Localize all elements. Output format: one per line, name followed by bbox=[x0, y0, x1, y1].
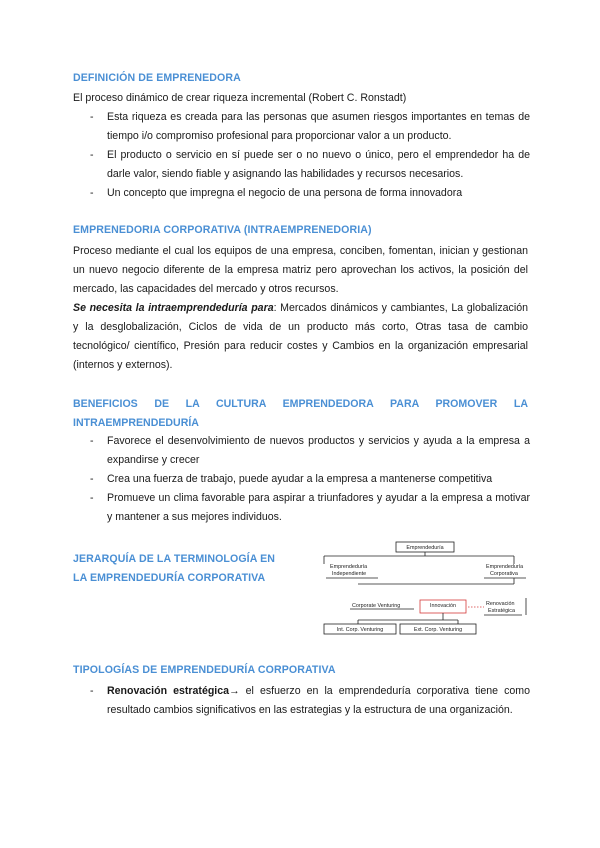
heading-corporativa: EMPRENEDORIA CORPORATIVA (INTRAEMPRENEDORIA) bbox=[73, 224, 372, 236]
beneficios-list bbox=[90, 432, 530, 527]
diagram-label-bottom-left: Int. Corp. Venturing bbox=[336, 627, 384, 633]
definicion-intro: El proceso dinámico de crear riqueza incremental (Robert C. Ronstadt) bbox=[73, 92, 407, 104]
arrow-icon: → bbox=[229, 685, 240, 697]
renovacion-lead: Renovación estratégica bbox=[107, 685, 230, 697]
diagram-label-mid-center: Innovación bbox=[429, 603, 457, 609]
list-item: - Crea una fuerza de trabajo, puede ayudar a la empresa a mantenerse competitiva bbox=[90, 470, 530, 489]
diagram-label-mid-right: Renovación bbox=[486, 601, 515, 607]
list-item: - Esta riqueza es creada para las personas que asumen riesgos importantes en temas de tiempo i/o compromiso profesional para proporcionar valor a un producto. bbox=[90, 108, 530, 146]
list-item: - Favorece el desenvolvimiento de nuevos productos y servicios y ayuda a la empresa a expandirse y crecer bbox=[90, 432, 530, 470]
diagram-label-left2: Independiente bbox=[332, 571, 367, 577]
list-item: - Un concepto que impregna el negocio de una persona de forma innovadora bbox=[90, 184, 530, 203]
corporativa-paragraph: Proceso mediante el cual los equipos de una empresa, conciben, fomentan, inician y gestionan un nuevo negocio diferente de la empresa matriz pero aprovechan los activos, la posición del mercado, las capacidades del mercado y otros recursos. bbox=[73, 245, 528, 295]
heading-beneficios: BENEFICIOS DE LA CULTURA EMPRENDEDORA PARA PROMOVER LA INTRAEMPRENDEDURÍA bbox=[73, 398, 528, 429]
heading-jerarquia bbox=[73, 550, 275, 588]
heading-jerarquia-line2: LA EMPRENDEDURÍA CORPORATIVA bbox=[73, 572, 266, 584]
heading-jerarquia-line1: JERARQUÍA DE LA TERMINOLOGÍA EN bbox=[73, 553, 276, 565]
heading-tipologias: TIPOLOGÍAS DE EMPRENDEDURÍA CORPORATIVA bbox=[73, 664, 336, 676]
diagram-label-right: Emprendeduría bbox=[486, 564, 524, 570]
needs-rest: : Mercados dinámicos y cambiantes, La globalización y la desglobalización, Ciclos de vida de un producto más corto, Otras tasa de cambio tecnológico/ científico, Presión para reducir costes y Cambios en la organización empresarial (internos y externos). bbox=[73, 302, 528, 371]
list-item: - Promueve un clima favorable para aspirar a triunfadores y ayudar a la empresa a motivar y mantener a sus mejores individuos. bbox=[90, 489, 530, 527]
tipologias-list bbox=[90, 682, 530, 720]
diagram-label-right2: Corporativa bbox=[490, 571, 518, 577]
diagram-label-left: Emprendeduría bbox=[330, 564, 368, 570]
diagram-label-mid-right2: Estratégica bbox=[488, 608, 515, 614]
diagram-label-top: Emprendeduría bbox=[406, 545, 444, 551]
list-item: - El producto o servicio en sí puede ser o no nuevo o único, pero el emprendedor ha de darle valor, siendo fiable y asignando las habilidades y recursos necesarios. bbox=[90, 146, 530, 184]
diagram-label-mid-left: Corporate Venturing bbox=[352, 603, 401, 609]
hierarchy-diagram bbox=[318, 538, 530, 638]
diagram-label-bottom-right: Ext. Corp. Venturing bbox=[413, 627, 463, 633]
needs-lead: Se necesita la intraemprendeduría para bbox=[73, 302, 274, 314]
heading-definicion: DEFINICIÓN DE EMPRENEDORA bbox=[73, 72, 241, 84]
list-item bbox=[90, 682, 530, 720]
definicion-list bbox=[90, 108, 530, 203]
corporativa-needs bbox=[73, 299, 528, 375]
renovacion-rest: el esfuerzo en la emprendeduría corporativa tiene como resultado cambios significativos en las estrategias y la estructura de una organización. bbox=[107, 685, 530, 716]
